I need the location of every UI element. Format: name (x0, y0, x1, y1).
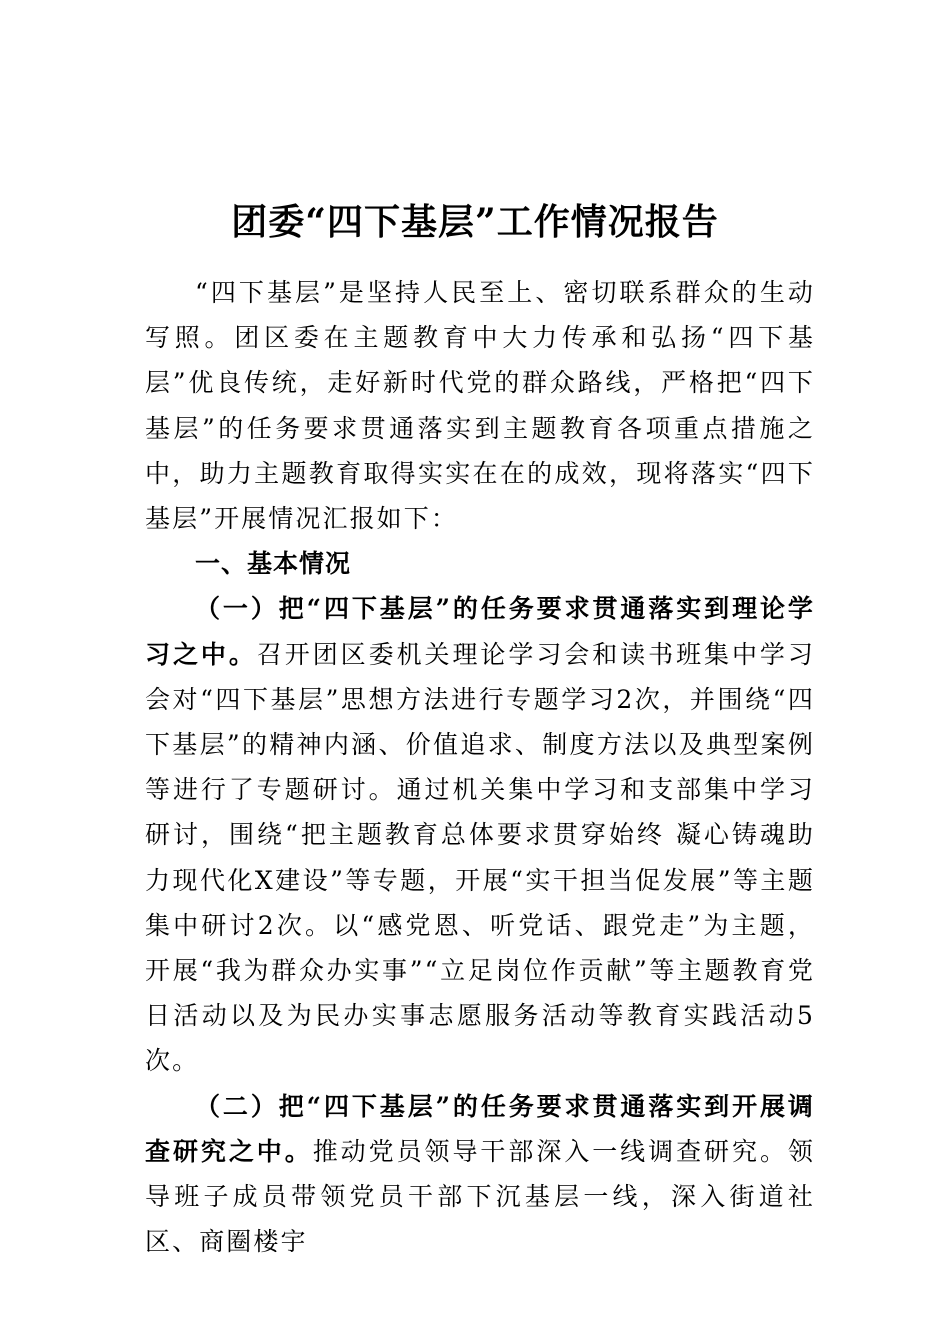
intro-paragraph: “四下基层”是坚持人民至上、密切联系群众的生动写照。团区委在主题教育中大力传承和弘扬“四下基层”优良传统，走好新时代党的群众路线，严格把“四下基层”的任务要求贯通落实到主题教育各项重点措施之中，助力主题教育取得实实在在的成效，现将落实“四下基层”开展情况汇报如下： (145, 278, 815, 534)
item-2-lead: （二）把“四下基层”的任务要求贯通落实到开展调查研究之中。 (145, 1091, 815, 1166)
item-1-text: 召开团区委机关理论学习会和读书班集中学习会对“四下基层”思想方法进行专题学习2次，并围绕“四下基层”的精神内涵、价值追求、制度方法以及典型案例等进行了专题研讨。通过机关集中学习和支部集中学习研讨，围绕“把主题教育总体要求贯穿始终 凝心铸魂助力现代化X建设”等专题，开展“实干担当促发展”等主题集中研讨2次。以“感党恩、听党话、跟党走”为主题，开展“我为群众办实事”“立足岗位作贡献”等主题教育党日活动以及为民办实事志愿服务活动等教育实践活动5次。 (145, 639, 815, 1076)
item-1-paragraph (145, 586, 815, 1083)
document-title: 团委“四下基层”工作情况报告 (231, 201, 719, 244)
item-2-paragraph (145, 1084, 815, 1265)
section-heading-basic-situation: 一、基本情况 (195, 549, 352, 579)
item-2-text: 推动党员领导干部深入一线调查研究。领导班子成员带领党员干部下沉基层一线，深入街道社区、商圈楼宇 (145, 1136, 815, 1257)
item-1-lead: （一）把“四下基层”的任务要求贯通落实到理论学习之中。 (145, 594, 815, 669)
document-body (145, 270, 815, 1264)
